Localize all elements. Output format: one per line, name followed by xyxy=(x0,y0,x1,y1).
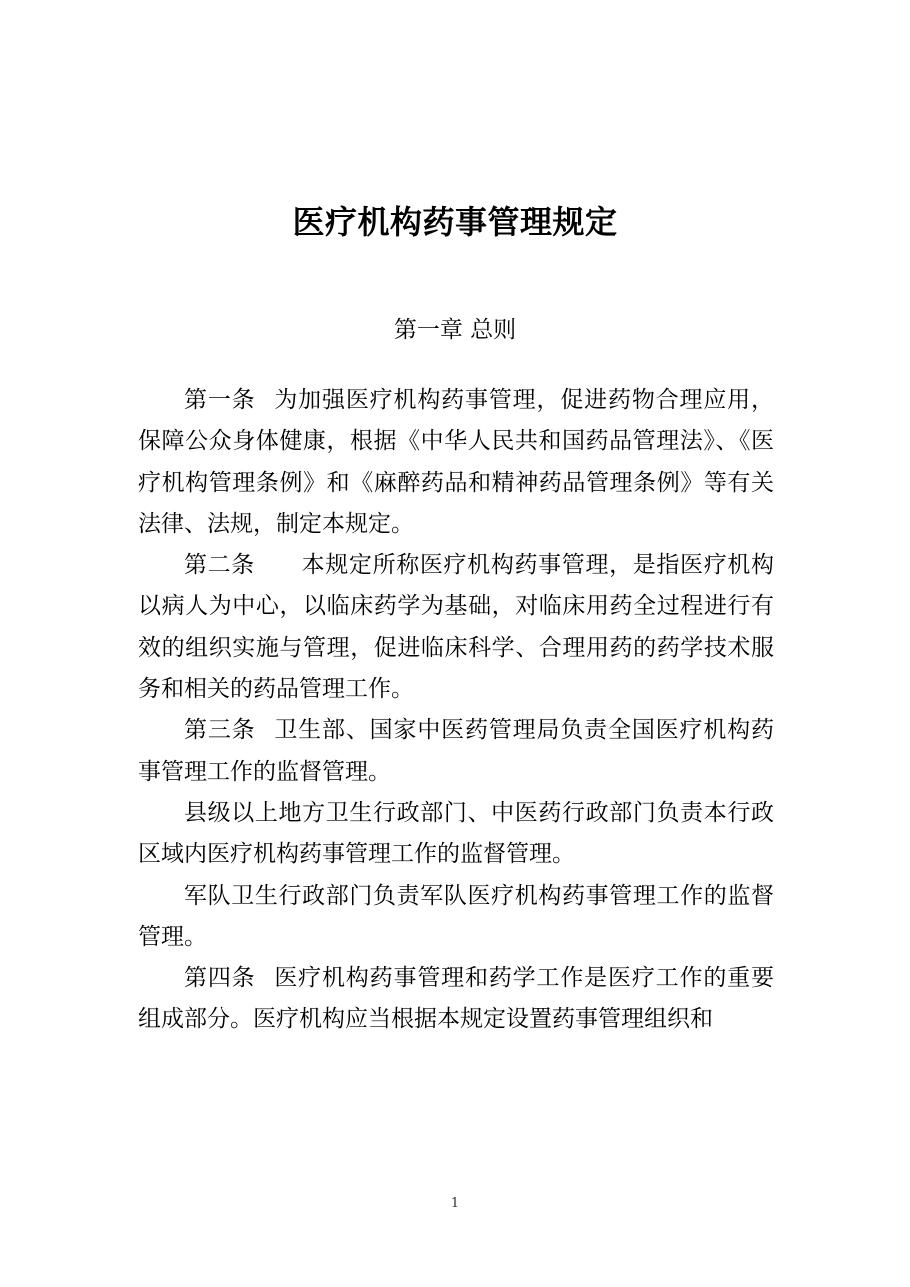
article-paragraph xyxy=(138,545,774,710)
article-text: 医疗机构药事管理和药学工作是医疗工作的重要组成部分。医疗机构应当根据本规定设置药事管理组织和 xyxy=(138,965,774,1033)
page-number: 1 xyxy=(450,1196,460,1211)
article-label: 第四条 xyxy=(184,965,256,992)
chapter-heading: 第一章 总则 xyxy=(393,317,517,343)
article-paragraph xyxy=(138,876,774,959)
article-label: 第一条 xyxy=(184,387,256,413)
article-label: 第三条 xyxy=(184,717,256,744)
article-text: 县级以上地方卫生行政部门、中医药行政部门负责本行政区域内医疗机构药事管理工作的监督管理。 xyxy=(138,799,774,868)
article-label: 第二条 xyxy=(184,552,255,579)
document-title: 医疗机构药事管理规定 xyxy=(292,203,618,241)
article-text: 为加强医疗机构药事管理，促进药物合理应用，保障公众身体健康，根据《中华人民共和国药品管理法》、《医疗机构管理条例》和《麻醉药品和精神药品管理条例》等有关法律、法规，制定本规定。 xyxy=(138,387,774,537)
article-text: 军队卫生行政部门负责军队医疗机构药事管理工作的监督管理。 xyxy=(138,882,774,950)
document-body xyxy=(138,380,774,1041)
article-paragraph xyxy=(138,793,774,876)
article-text: 本规定所称医疗机构药事管理，是指医疗机构以病人为中心，以临床药学为基础，对临床用药全过程进行有效的组织实施与管理，促进临床科学、合理用药的药学技术服务和相关的药品管理工作。 xyxy=(138,552,775,703)
article-text: 卫生部、国家中医药管理局负责全国医疗机构药事管理工作的监督管理。 xyxy=(138,717,774,785)
article-paragraph xyxy=(138,710,774,793)
article-paragraph xyxy=(138,958,774,1041)
article-paragraph xyxy=(138,380,774,545)
